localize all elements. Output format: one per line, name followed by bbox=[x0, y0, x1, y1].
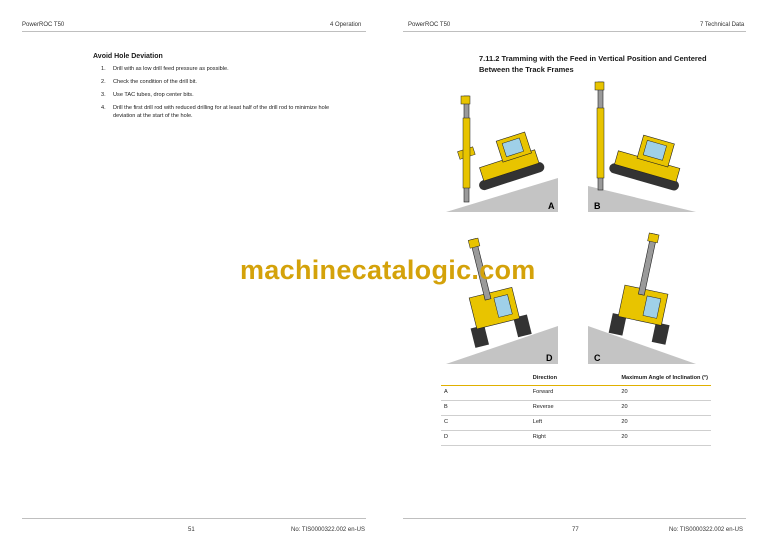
watermark-text: machinecatalogic.com bbox=[240, 255, 536, 285]
table-row bbox=[441, 401, 711, 416]
header-left-title: PowerROC T50 bbox=[22, 22, 65, 28]
footer-left-page-number: 51 bbox=[188, 527, 195, 533]
table-row bbox=[441, 386, 711, 401]
table-cell-direction: Forward bbox=[530, 386, 619, 401]
step-text: Check the condition of the drill bit. bbox=[113, 79, 197, 85]
list-item bbox=[101, 104, 331, 120]
subsection-heading: 7.11.2 Tramming with the Feed in Vertical Position and Centered Between the Track Frames bbox=[479, 54, 707, 74]
figure-label-c: C bbox=[594, 353, 601, 363]
column-header-max-angle: Maximum Angle of Inclination (°) bbox=[618, 372, 711, 386]
list-item bbox=[101, 78, 331, 86]
footer-rule-left bbox=[22, 518, 366, 519]
section-heading: Avoid Hole Deviation bbox=[93, 53, 163, 60]
table-cell-angle: 20 bbox=[618, 401, 711, 416]
column-header-direction: Direction bbox=[530, 372, 619, 386]
header-left-section: 4 Operation bbox=[330, 22, 362, 28]
footer-right-doc-number: No: TIS0000322.002 en-US bbox=[669, 527, 743, 533]
figure-label-b: B bbox=[594, 201, 601, 211]
footer-right-page-number: 77 bbox=[572, 527, 579, 533]
table-cell-direction: Reverse bbox=[530, 401, 619, 416]
table-cell-id: A bbox=[441, 386, 530, 401]
header-rule-right bbox=[403, 31, 746, 32]
step-number: 1. bbox=[101, 66, 106, 72]
column-header-id bbox=[441, 372, 530, 386]
step-number: 2. bbox=[101, 79, 106, 85]
table-cell-id: C bbox=[441, 416, 530, 431]
table-cell-id: B bbox=[441, 401, 530, 416]
table-row bbox=[441, 416, 711, 431]
table-cell-angle: 20 bbox=[618, 431, 711, 446]
steps-list bbox=[101, 65, 331, 125]
figure-d-right bbox=[446, 230, 566, 365]
figure-c-left bbox=[588, 230, 708, 365]
footer-rule-right bbox=[403, 518, 746, 519]
list-item bbox=[101, 65, 331, 73]
table-row bbox=[441, 431, 711, 446]
step-text: Drill with as low drill feed pressure as possible. bbox=[113, 66, 229, 72]
figure-label-d: D bbox=[546, 353, 553, 363]
footer-left-doc-number: No: TIS0000322.002 en-US bbox=[291, 527, 365, 533]
table-cell-id: D bbox=[441, 431, 530, 446]
header-rule-left bbox=[22, 31, 366, 32]
figure-b-reverse bbox=[588, 78, 708, 213]
list-item bbox=[101, 91, 331, 99]
inclination-table bbox=[441, 372, 711, 446]
step-text: Use TAC tubes, drop center bits. bbox=[113, 92, 194, 98]
table-cell-angle: 20 bbox=[618, 386, 711, 401]
step-text: Drill the first drill rod with reduced drilling for at least half of the drill rod to minimize hole deviation at the start of the hole. bbox=[113, 105, 330, 119]
figure-a-forward bbox=[446, 78, 566, 213]
table-header-row bbox=[441, 372, 711, 386]
table-cell-angle: 20 bbox=[618, 416, 711, 431]
table-cell-direction: Left bbox=[530, 416, 619, 431]
table-cell-direction: Right bbox=[530, 431, 619, 446]
step-number: 3. bbox=[101, 92, 106, 98]
figure-label-a: A bbox=[548, 201, 555, 211]
step-number: 4. bbox=[101, 105, 106, 111]
header-right-title: PowerROC T50 bbox=[408, 22, 451, 28]
header-right-section: 7 Technical Data bbox=[700, 22, 745, 28]
